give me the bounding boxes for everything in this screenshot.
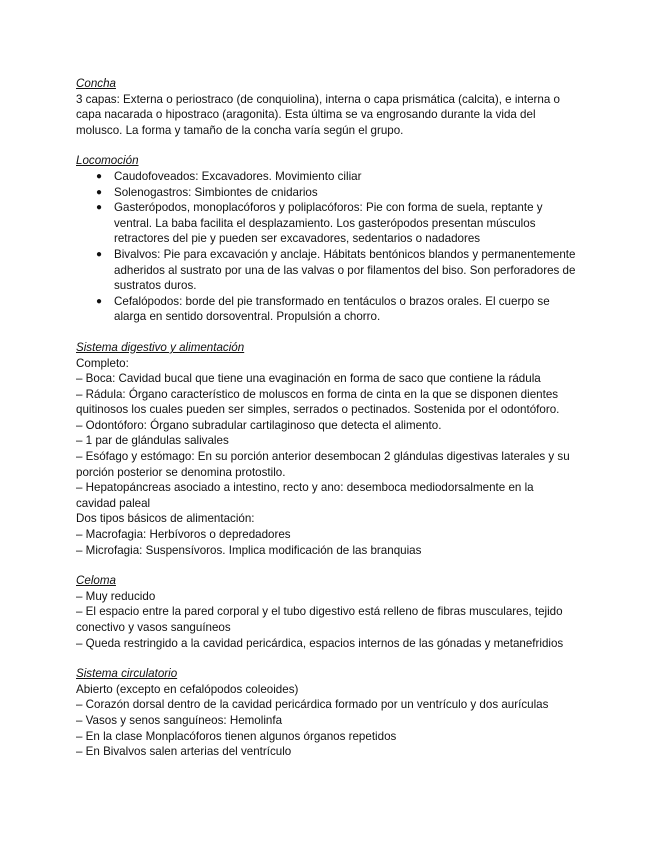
- list-item: [76, 185, 576, 201]
- text-line: – Microfagia: Suspensívoros. Implica modificación de las branquias: [76, 543, 422, 557]
- text-line: – El espacio entre la pared corporal y el tubo digestivo está relleno de fibras musculares, tejido conectivo y vasos sanguíneos: [76, 605, 563, 634]
- section-heading-digestivo: Sistema digestivo y alimentación: [76, 340, 245, 354]
- text-line: – 1 par de glándulas salivales: [76, 434, 229, 448]
- text-line: – En la clase Monplacóforos tienen algunos órganos repetidos: [76, 729, 397, 743]
- text-line: – Boca: Cavidad bucal que tiene una evaginación en forma de saco que contiene la rádula: [76, 372, 541, 386]
- text-line: – Rádula: Órgano característico de moluscos en forma de cinta en la que se disponen dientes quitinosos los cuales pueden ser simples, serrados o pectinados. Sostenida por el odontóforo.: [76, 387, 560, 417]
- section-locomocion: [76, 153, 576, 325]
- text-line: Completo:: [76, 356, 129, 370]
- section-concha: [76, 76, 576, 138]
- section-heading-locomocion: Locomoción: [76, 154, 139, 168]
- text-line: – Odontóforo: Órgano subradular cartilaginoso que detecta el alimento.: [76, 418, 442, 432]
- bullet-list-locomocion: [76, 169, 576, 325]
- list-item: [76, 294, 576, 325]
- section-heading-circulatorio: Sistema circulatorio: [76, 667, 178, 681]
- text-line: – Vasos y senos sanguíneos: Hemolinfa: [76, 713, 283, 727]
- list-item: [76, 247, 576, 294]
- text-line: – Corazón dorsal dentro de la cavidad pericárdica formado por un ventrículo y dos aurículas: [76, 698, 549, 712]
- section-celoma: [76, 573, 576, 651]
- list-item-text: Caudofoveados: Excavadores. Movimiento ciliar: [114, 169, 362, 183]
- text-line: Dos tipos básicos de alimentación:: [76, 512, 255, 526]
- list-item-text: Solenogastros: Simbiontes de cnidarios: [114, 185, 318, 199]
- section-heading-concha: Concha: [76, 77, 116, 90]
- paragraph-concha: 3 capas: Externa o periostraco (de conquiolina), interna o capa prismática (calcita), e interna o capa nacarada o hipostraco (aragonita). Esta última se va engrosando durante la vida del molusco. La forma y tamaño de la concha varía según el grupo.: [76, 92, 560, 137]
- bullet-icon: ●: [96, 186, 103, 198]
- bullet-icon: ●: [96, 248, 103, 260]
- document-page: [76, 76, 576, 760]
- section-heading-celoma: Celoma: [76, 574, 116, 588]
- bullet-icon: ●: [96, 170, 103, 182]
- list-item: [76, 169, 576, 185]
- section-digestivo: [76, 340, 576, 558]
- list-item-text: Cefalópodos: borde del pie transformado en tentáculos o brazos orales. El cuerpo se alarga en sentido dorsoventral. Propulsión a chorro.: [114, 294, 550, 324]
- list-item-text: Bivalvos: Pie para excavación y anclaje. Hábitats bentónicos blandos y permanentemente adheridos al sustrato por una de las valvas o por filamentos del biso. Son perforadores de sustratos duros.: [114, 247, 576, 293]
- text-line: – Muy reducido: [76, 589, 156, 603]
- text-line: Abierto (excepto en cefalópodos coleoides): [76, 682, 299, 696]
- section-circulatorio: [76, 666, 576, 760]
- text-line: – Queda restringido a la cavidad pericárdica, espacios internos de las gónadas y metanefridios: [76, 636, 564, 650]
- list-item: [76, 200, 576, 247]
- list-item-text: Gasterópodos, monoplacóforos y poliplacóforos: Pie con forma de suela, reptante y ventral. La baba facilita el desplazamiento. Los gasterópodos presentan músculos retractores del pie y pueden ser excavadores, sedentarios o nadadores: [114, 201, 543, 246]
- text-line: – Hepatopáncreas asociado a intestino, recto y ano: desemboca mediodorsalmente en la cavidad paleal: [76, 481, 534, 510]
- text-line: – Esófago y estómago: En su porción anterior desembocan 2 glándulas digestivas laterales y su porción posterior se denomina protostilo.: [76, 450, 570, 479]
- text-line: – En Bivalvos salen arterias del ventrículo: [76, 745, 292, 759]
- bullet-icon: ●: [96, 202, 103, 214]
- text-line: – Macrofagia: Herbívoros o depredadores: [76, 528, 291, 542]
- bullet-icon: ●: [96, 295, 103, 307]
